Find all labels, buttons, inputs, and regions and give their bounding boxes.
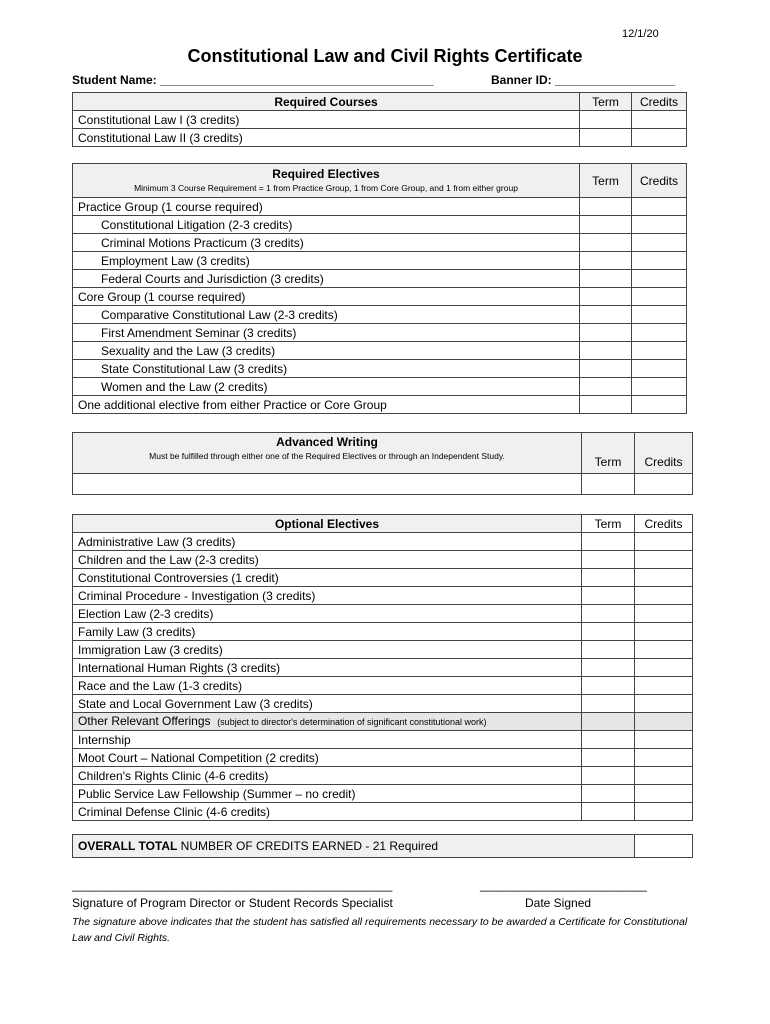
course-name: Election Law (2-3 credits): [73, 605, 582, 623]
term-header: Term: [580, 164, 632, 198]
term-cell[interactable]: [580, 234, 632, 252]
required-electives-subheading: Minimum 3 Course Requirement = 1 from Practice Group, 1 from Core Group, and 1 from either group: [134, 183, 518, 193]
advanced-writing-heading-cell: [73, 433, 582, 474]
course-name: Administrative Law (3 credits): [73, 533, 582, 551]
course-name: Children and the Law (2-3 credits): [73, 551, 582, 569]
term-cell[interactable]: [582, 587, 635, 605]
course-name: Comparative Constitutional Law (2-3 credits): [73, 306, 580, 324]
credits-cell[interactable]: [632, 306, 687, 324]
table-row: [73, 270, 687, 288]
term-cell[interactable]: [580, 324, 632, 342]
table-row: [73, 767, 693, 785]
table-row: [73, 803, 693, 821]
table-row: [73, 378, 687, 396]
credits-header: Credits: [632, 93, 687, 111]
banner-id-blank: __________________: [555, 73, 676, 87]
credits-header: Credits: [632, 164, 687, 198]
banner-id-label: Banner ID:: [491, 73, 552, 87]
credits-cell[interactable]: [632, 342, 687, 360]
term-cell[interactable]: [582, 659, 635, 677]
signature-note: The signature above indicates that the student has satisfied all requirements necessary to be awarded a Certificate for Constitutional Law and Civil Rights.: [72, 916, 688, 944]
table-row: [73, 216, 687, 234]
other-offerings-row-label: [73, 713, 582, 731]
credits-cell[interactable]: [632, 360, 687, 378]
overall-total-table: [72, 834, 693, 858]
table-row: [73, 474, 693, 495]
table-row: [73, 623, 693, 641]
table-row: [73, 324, 687, 342]
overall-total-credits-cell[interactable]: [635, 835, 693, 858]
course-name: Family Law (3 credits): [73, 623, 582, 641]
advanced-writing-table: [72, 432, 693, 495]
credits-cell[interactable]: [632, 396, 687, 414]
term-cell[interactable]: [582, 551, 635, 569]
credits-cell-shaded: [635, 713, 693, 731]
credits-cell[interactable]: [635, 569, 693, 587]
term-cell[interactable]: [582, 785, 635, 803]
course-name: Moot Court – National Competition (2 credits): [73, 749, 582, 767]
table-row: [73, 198, 687, 216]
credits-cell[interactable]: [635, 785, 693, 803]
credits-cell[interactable]: [635, 533, 693, 551]
course-name: First Amendment Seminar (3 credits): [73, 324, 580, 342]
overall-total-label: [73, 835, 635, 858]
credits-cell[interactable]: [635, 659, 693, 677]
table-row: [73, 396, 687, 414]
credits-cell[interactable]: [635, 803, 693, 821]
table-row: [73, 641, 693, 659]
overall-total-bold: OVERALL TOTAL: [78, 839, 178, 853]
overall-total-rest: NUMBER OF CREDITS EARNED - 21 Required: [177, 839, 439, 853]
table-row: [73, 533, 693, 551]
core-group-label: Core Group (1 course required): [73, 288, 580, 306]
credits-cell[interactable]: [635, 587, 693, 605]
course-name: Constitutional Litigation (2-3 credits): [73, 216, 580, 234]
credits-cell[interactable]: [635, 695, 693, 713]
course-name: State Constitutional Law (3 credits): [73, 360, 580, 378]
term-cell[interactable]: [580, 270, 632, 288]
credits-cell[interactable]: [635, 623, 693, 641]
advanced-writing-subheading: Must be fulfilled through either one of the Required Electives or through an Independent Study.: [149, 451, 505, 461]
table-row: [73, 252, 687, 270]
course-name: International Human Rights (3 credits): [73, 659, 582, 677]
term-cell[interactable]: [580, 129, 632, 147]
table-row: [73, 785, 693, 803]
credits-cell[interactable]: [635, 749, 693, 767]
table-row: [73, 731, 693, 749]
credits-cell[interactable]: [635, 641, 693, 659]
credits-cell[interactable]: [632, 111, 687, 129]
table-row: [73, 587, 693, 605]
advanced-writing-course-cell[interactable]: [73, 474, 582, 495]
optional-electives-table: [72, 514, 693, 821]
required-courses-heading: Required Courses: [73, 93, 580, 111]
table-row: [73, 713, 693, 731]
term-cell[interactable]: [582, 749, 635, 767]
table-row: [73, 695, 693, 713]
credits-cell[interactable]: [635, 731, 693, 749]
credits-cell[interactable]: [635, 677, 693, 695]
term-header: Term: [580, 93, 632, 111]
credits-cell[interactable]: [632, 129, 687, 147]
term-cell[interactable]: [580, 198, 632, 216]
banner-id-field[interactable]: [491, 73, 675, 87]
credits-header: Credits: [635, 515, 693, 533]
credits-cell[interactable]: [632, 234, 687, 252]
other-offerings-note: (subject to director's determination of significant constitutional work): [217, 717, 487, 727]
term-cell[interactable]: [582, 623, 635, 641]
course-name: Employment Law (3 credits): [73, 252, 580, 270]
table-row: [73, 360, 687, 378]
table-row: [73, 677, 693, 695]
term-cell[interactable]: [582, 767, 635, 785]
table-row: [73, 306, 687, 324]
credits-cell[interactable]: [635, 605, 693, 623]
signature-line[interactable]: ________________________________________________: [72, 878, 393, 892]
credits-cell[interactable]: [632, 270, 687, 288]
term-cell[interactable]: [580, 252, 632, 270]
course-name: State and Local Government Law (3 credits): [73, 695, 582, 713]
course-name: Constitutional Controversies (1 credit): [73, 569, 582, 587]
credits-cell[interactable]: [632, 216, 687, 234]
practice-group-label: Practice Group (1 course required): [73, 198, 580, 216]
term-cell[interactable]: [580, 111, 632, 129]
course-name: Sexuality and the Law (3 credits): [73, 342, 580, 360]
term-cell[interactable]: [580, 396, 632, 414]
table-row: [73, 234, 687, 252]
student-name-label: Student Name:: [72, 73, 157, 87]
additional-elective-label: One additional elective from either Practice or Core Group: [73, 396, 580, 414]
signature-label: Signature of Program Director or Student Records Specialist: [72, 896, 393, 910]
term-cell-shaded: [582, 713, 635, 731]
form-date: 12/1/20: [622, 28, 659, 40]
required-courses-table: [72, 92, 687, 147]
table-row: [73, 288, 687, 306]
term-cell[interactable]: [580, 288, 632, 306]
credits-cell[interactable]: [632, 378, 687, 396]
term-cell[interactable]: [582, 803, 635, 821]
table-row: [73, 551, 693, 569]
term-cell[interactable]: [580, 342, 632, 360]
term-cell[interactable]: [582, 695, 635, 713]
credits-header: Credits: [635, 433, 693, 474]
term-cell[interactable]: [582, 569, 635, 587]
credits-cell[interactable]: [632, 252, 687, 270]
term-cell[interactable]: [580, 306, 632, 324]
course-name: Constitutional Law I (3 credits): [73, 111, 580, 129]
table-row: [73, 129, 687, 147]
course-name: Race and the Law (1-3 credits): [73, 677, 582, 695]
term-cell[interactable]: [582, 474, 635, 495]
page-title: Constitutional Law and Civil Rights Certificate: [187, 46, 583, 66]
table-row: [73, 605, 693, 623]
course-name: Internship: [73, 731, 582, 749]
date-signed-label: Date Signed: [525, 896, 592, 910]
course-name: Children's Rights Clinic (4-6 credits): [73, 767, 582, 785]
course-name: Criminal Motions Practicum (3 credits): [73, 234, 580, 252]
table-row: [73, 342, 687, 360]
table-row: [73, 749, 693, 767]
credits-cell[interactable]: [632, 324, 687, 342]
credits-cell[interactable]: [632, 198, 687, 216]
advanced-writing-heading: Advanced Writing: [276, 435, 378, 449]
student-name-field[interactable]: [72, 73, 434, 87]
term-cell[interactable]: [582, 677, 635, 695]
credits-cell[interactable]: [635, 767, 693, 785]
term-cell[interactable]: [582, 605, 635, 623]
course-name: Immigration Law (3 credits): [73, 641, 582, 659]
term-cell[interactable]: [582, 641, 635, 659]
course-name: Criminal Defense Clinic (4-6 credits): [73, 803, 582, 821]
course-name: Criminal Procedure - Investigation (3 credits): [73, 587, 582, 605]
course-name: Women and the Law (2 credits): [73, 378, 580, 396]
student-name-blank: _________________________________________: [160, 73, 434, 87]
term-header: Term: [582, 515, 635, 533]
credits-cell[interactable]: [635, 551, 693, 569]
course-name: Constitutional Law II (3 credits): [73, 129, 580, 147]
optional-electives-heading: Optional Electives: [73, 515, 582, 533]
term-header: Term: [582, 433, 635, 474]
required-electives-heading-cell: [73, 164, 580, 198]
table-row: [73, 569, 693, 587]
credits-cell[interactable]: [632, 288, 687, 306]
term-cell[interactable]: [582, 533, 635, 551]
table-row: [73, 659, 693, 677]
term-cell[interactable]: [580, 360, 632, 378]
table-row: [73, 111, 687, 129]
term-cell[interactable]: [580, 216, 632, 234]
term-cell[interactable]: [582, 731, 635, 749]
term-cell[interactable]: [580, 378, 632, 396]
course-name: Federal Courts and Jurisdiction (3 credits): [73, 270, 580, 288]
other-offerings-label: Other Relevant Offerings: [78, 714, 211, 728]
credits-cell[interactable]: [635, 474, 693, 495]
required-electives-heading: Required Electives: [272, 167, 380, 181]
course-name: Public Service Law Fellowship (Summer – no credit): [73, 785, 582, 803]
required-electives-table: [72, 163, 687, 414]
date-signed-line[interactable]: _________________________: [480, 878, 647, 892]
